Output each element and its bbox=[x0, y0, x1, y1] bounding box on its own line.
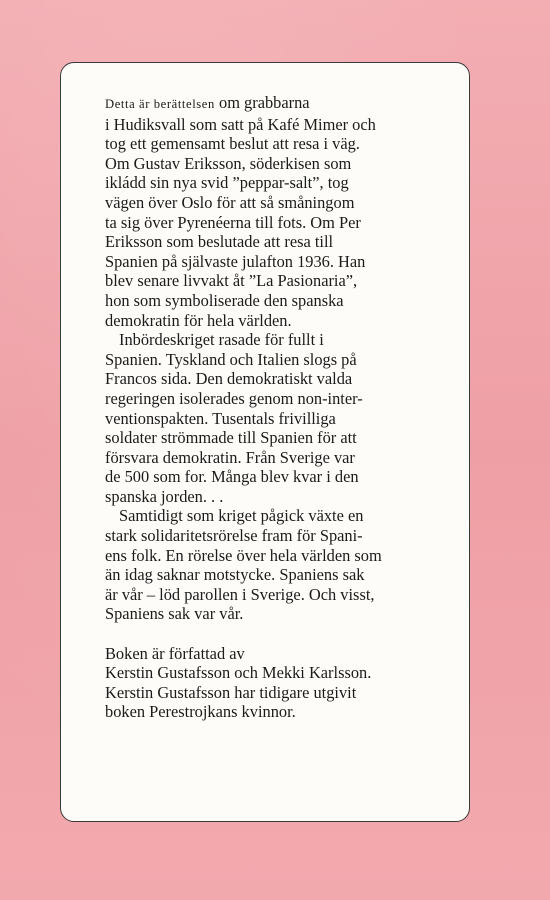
paragraph-1-line: tog ett gemensamt beslut att resa i väg. bbox=[105, 134, 360, 154]
paragraph-2-line: Inbördeskriget rasade för fullt i bbox=[119, 330, 324, 350]
paragraph-spacer bbox=[105, 624, 451, 644]
paragraph-3-line: Spaniens sak var vår. bbox=[105, 604, 244, 624]
paragraph-1-line: ta sig över Pyrenéerna till fots. Om Per bbox=[105, 212, 361, 232]
blurb-panel bbox=[60, 62, 470, 822]
paragraph-3-line: ens folk. En rörelse över hela världen som bbox=[105, 545, 382, 565]
paragraph-1-line: hon som symboliserade den spanska bbox=[105, 290, 344, 310]
paragraph-3-line: än idag saknar motstycke. Spaniens sak bbox=[105, 565, 365, 585]
paragraph-1-line: vägen över Oslo för att så småningom bbox=[105, 192, 355, 212]
paragraph-4-line: Kerstin Gustafsson har tidigare utgivit bbox=[105, 682, 357, 702]
paragraph-4-line: Kerstin Gustafsson och Mekki Karlsson. bbox=[105, 663, 372, 683]
paragraph-2-line: de 500 som for. Många blev kvar i den bbox=[105, 467, 359, 487]
paragraph-1-line: ikládd sin nya svid ”peppar-salt”, tog bbox=[105, 173, 349, 193]
paragraph-3-line: Samtidigt som kriget pågick växte en bbox=[119, 506, 364, 526]
paragraph-1-line: demokratin för hela världen. bbox=[105, 310, 292, 330]
lead-in-small-caps: Detta är berättelsen bbox=[105, 97, 215, 111]
paragraph-2-line: spanska jorden. . . bbox=[105, 486, 224, 506]
paragraph-1-line-1: Detta är berättelsen om grabbarna bbox=[105, 93, 310, 112]
paragraph-1-line: Spanien på självaste julafton 1936. Han bbox=[105, 251, 366, 271]
paragraph-2-line: soldater strömmade till Spanien för att bbox=[105, 428, 357, 448]
paragraph-2-line: Spanien. Tyskland och Italien slogs på bbox=[105, 349, 357, 369]
paragraph-4-line: boken Perestrojkans kvinnor. bbox=[105, 702, 296, 722]
paragraph-4-line: Boken är författad av bbox=[105, 643, 245, 663]
blurb-text bbox=[105, 93, 451, 722]
paragraph-1-line: Eriksson som beslutade att resa till bbox=[105, 232, 334, 252]
paragraph-1-line: Om Gustav Eriksson, söderkisen som bbox=[105, 153, 352, 173]
paragraph-2-line: regeringen isolerades genom non-inter- bbox=[105, 388, 363, 408]
paragraph-3-line: är vår – löd parollen i Sverige. Och visst, bbox=[105, 584, 375, 604]
paragraph-1-line: i Hudiksvall som satt på Kafé Mimer och bbox=[105, 114, 376, 134]
paragraph-2-line: försvara demokratin. Från Sverige var bbox=[105, 447, 355, 467]
paragraph-3-line: stark solidaritetsrörelse fram för Spani- bbox=[105, 526, 363, 546]
paragraph-2-line: Francos sida. Den demokratiskt valda bbox=[105, 369, 353, 389]
paragraph-2-line: ventionspakten. Tusentals frivilliga bbox=[105, 408, 336, 428]
paragraph-1-line: blev senare livvakt åt ”La Pasionaria”, bbox=[105, 271, 358, 291]
